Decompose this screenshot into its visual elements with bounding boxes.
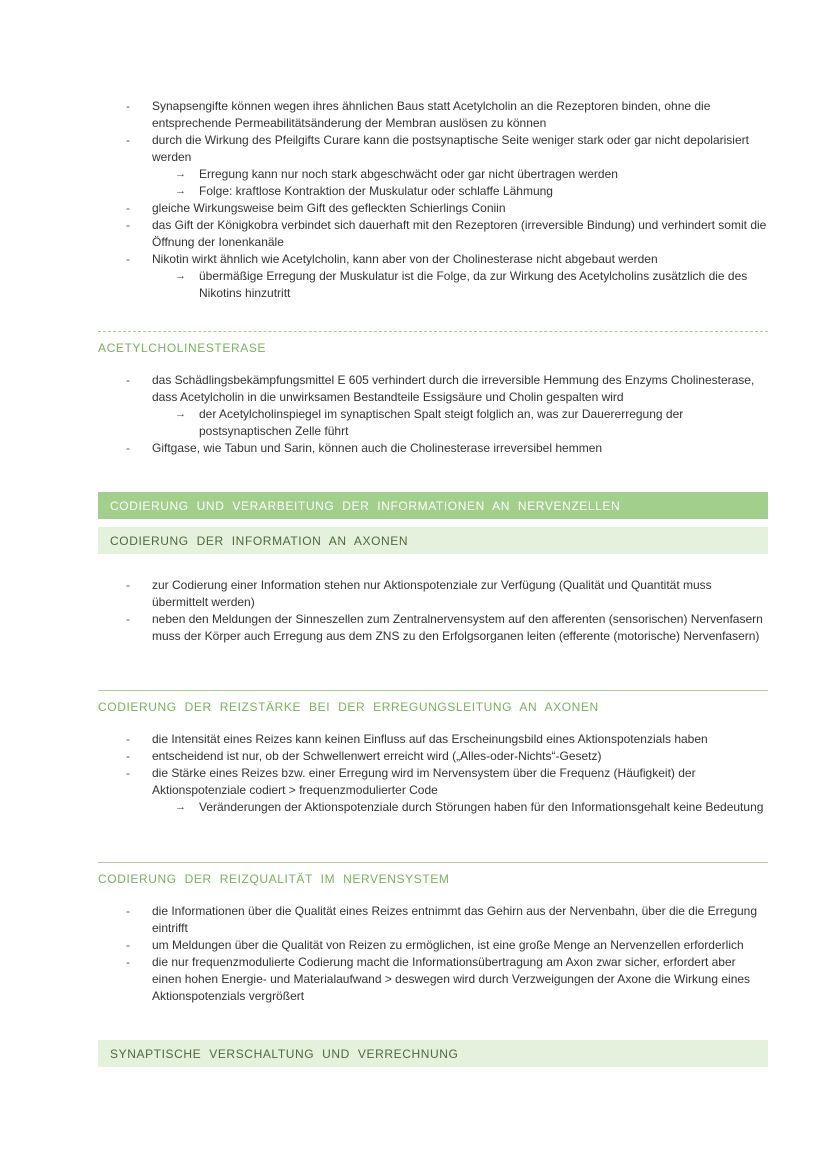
sub-item-text: Folge: kraftlose Kontraktion der Muskulatur oder schlaffe Lähmung [199, 184, 553, 198]
bullet-list [98, 98, 768, 302]
arrow-right-icon: → [175, 408, 186, 420]
sub-item-text: der Acetylcholinspiegel im synaptischen Spalt steigt folglich an, was zur Dauererregung der postsynaptischen Zelle führt [199, 407, 684, 438]
bullet-list [98, 731, 768, 816]
arrow-right-icon: → [175, 185, 186, 197]
sub-list-item [98, 406, 768, 440]
list-item: - entscheidend ist nur, ob der Schwellenwert erreicht wird („Alles-oder-Nichts“-Gesetz) [98, 748, 768, 765]
bullet-list [98, 577, 768, 645]
list-item: - neben den Meldungen der Sinneszellen zum Zentralnervensystem auf den afferenten (sensorischen) Nervenfasern muss der Körper auch Erregung aus dem ZNS zu den Erfolgsorganen leiten (efferente (motorische) Nervenfasern) [98, 611, 768, 645]
synapsengifte-section [98, 98, 768, 302]
sub-list-item [98, 183, 768, 200]
list-item: - die Stärke eines Reizes bzw. einer Erregung wird im Nervensystem über die Frequenz (Häufigkeit) der Aktionspotenziale codiert > frequenzmodulierter Code [98, 765, 768, 799]
list-item: - durch die Wirkung des Pfeilgifts Curare kann die postsynaptische Seite weniger stark oder gar nicht depolarisiert werden [98, 132, 768, 166]
sub-item-text: Erregung kann nur noch stark abgeschwächt oder gar nicht übertragen werden [199, 167, 618, 181]
sub-list-item [98, 799, 768, 816]
reizqualitaet-section [98, 903, 768, 1005]
sub-item-text: übermäßige Erregung der Muskulatur ist die Folge, da zur Wirkung des Acetylcholins zusätzlich die des Nikotins hinzutritt [199, 269, 748, 300]
list-item: - Giftgase, wie Tabun und Sarin, können auch die Cholinesterase irreversibel hemmen [98, 440, 768, 457]
section-divider [98, 862, 768, 863]
list-item: - das Gift der Königkobra verbindet sich dauerhaft mit den Rezeptoren (irreversible Bindung) und verhindert somit die Öffnung der Ionenkanäle [98, 217, 768, 251]
heading-acetylcholinesterase: ACETYLCHOLINESTERASE [98, 341, 267, 355]
list-item: - um Meldungen über die Qualität von Reizen zu ermöglichen, ist eine große Menge an Nervenzellen erforderlich [98, 937, 768, 954]
bullet-list [98, 903, 768, 1005]
list-item: - gleiche Wirkungsweise beim Gift des gefleckten Schierlings Coniin [98, 200, 768, 217]
list-item: - das Schädlingsbekämpfungsmittel E 605 verhindert durch die irreversible Hemmung des Enzyms Cholinesterase, dass Acetylcholin in die unwirksamen Bestandteile Essigsäure und Cholin gespalten wird [98, 372, 768, 406]
list-item: - die Intensität eines Reizes kann keinen Einfluss auf das Erscheinungsbild eines Aktionspotenzials haben [98, 731, 768, 748]
arrow-right-icon: → [175, 801, 186, 813]
arrow-right-icon: → [175, 168, 186, 180]
section-heading-band-synapse: SYNAPTISCHE VERSCHALTUNG UND VERRECHNUNG [98, 1040, 768, 1067]
arrow-right-icon: → [175, 270, 186, 282]
list-item: - die Informationen über die Qualität eines Reizes entnimmt das Gehirn aus der Nervenbahn, über die die Erregung eintrifft [98, 903, 768, 937]
list-item: - zur Codierung einer Information stehen nur Aktionspotenziale zur Verfügung (Qualität und Quantität muss übermittelt werden) [98, 577, 768, 611]
bullet-list [98, 372, 768, 457]
chapter-heading-band: CODIERUNG UND VERARBEITUNG DER INFORMATIONEN AN NERVENZELLEN [98, 492, 768, 519]
acetylcholinesterase-section [98, 372, 768, 457]
section-divider [98, 690, 768, 691]
codierung-axonen-section [98, 577, 768, 645]
dashed-divider [98, 331, 768, 332]
sub-list-item [98, 268, 768, 302]
sub-list-item [98, 166, 768, 183]
heading-reizqualitaet: CODIERUNG DER REIZQUALITÄT IM NERVENSYSTEM [98, 872, 450, 886]
heading-reizstaerke: CODIERUNG DER REIZSTÄRKE BEI DER ERREGUNGSLEITUNG AN AXONEN [98, 700, 599, 714]
list-item: - Nikotin wirkt ähnlich wie Acetylcholin, kann aber von der Cholinesterase nicht abgebaut werden [98, 251, 768, 268]
list-item: - Synapsengifte können wegen ihres ähnlichen Baus statt Acetylcholin an die Rezeptoren binden, ohne die entsprechende Permeabilitätsänderung der Membran auslösen zu können [98, 98, 768, 132]
list-item: - die nur frequenzmodulierte Codierung macht die Informationsübertragung am Axon zwar sicher, erfordert aber einen hohen Energie- und Materialaufwand > deswegen wird durch Verzweigungen der Axone die Wirkung eines Aktionspotenzials vergrößert [98, 954, 768, 1005]
reizstaerke-section [98, 731, 768, 816]
section-heading-band-axonen: CODIERUNG DER INFORMATION AN AXONEN [98, 527, 768, 554]
sub-item-text: Veränderungen der Aktionspotenziale durch Störungen haben für den Informationsgehalt keine Bedeutung [199, 800, 764, 814]
